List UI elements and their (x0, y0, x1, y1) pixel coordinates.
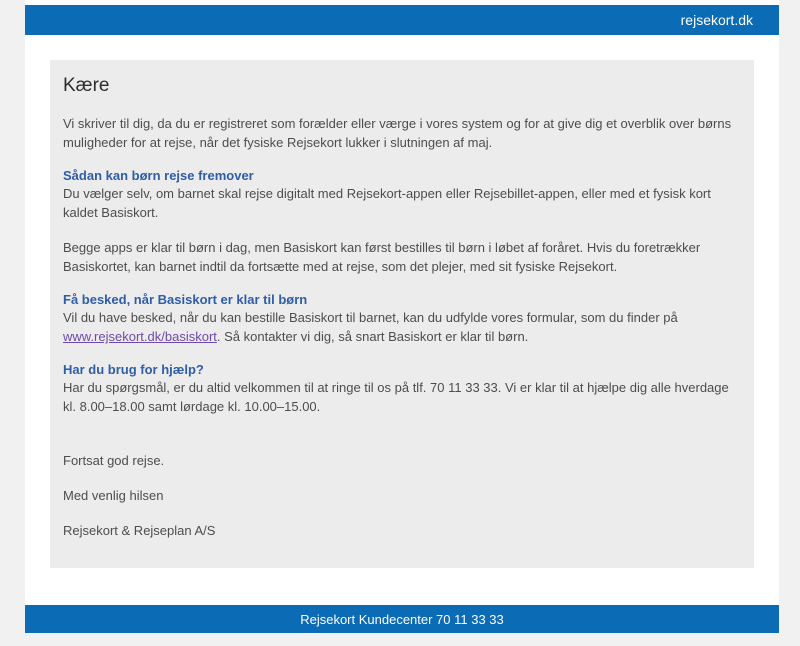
notification-text-before: Vil du have besked, når du kan bestille Basiskort til barnet, kan du udfylde vores formular, som du finder på (63, 310, 678, 325)
notification-text-after: . Så kontakter vi dig, så snart Basiskort er klar til børn. (216, 329, 529, 344)
closing-text: Fortsat god rejse. (63, 453, 165, 468)
greeting: Kære (63, 75, 110, 96)
section-children-travel-body: Du vælger selv, om barnet skal rejse digitalt med Rejsekort-appen eller Rejsebillet-appen, eller med et fysisk kort kaldet Basiskort. (63, 186, 711, 220)
section-children-travel-body-2: Begge apps er klar til børn i dag, men Basiskort kan først bestilles til børn i løbet af foråret. Hvis du foretrækker Basiskortet, kan barnet indtil da fortsætte med at rejse, som det plejer, med sit fysiske Rejsekort. (63, 240, 701, 274)
letter-content (63, 74, 743, 540)
section-notification-body (63, 308, 743, 346)
section-heading-help: Har du brug for hjælp? (63, 362, 204, 377)
letter-card (50, 60, 754, 568)
header-bar (25, 5, 779, 35)
email-page (25, 0, 779, 633)
sender-name: Rejsekort & Rejseplan A/S (63, 523, 216, 538)
signoff-text: Med venlig hilsen (63, 488, 164, 503)
section-help-body: Har du spørgsmål, er du altid velkommen til at ringe til os på tlf. 70 11 33 33. Vi er klar til at hjælpe dig alle hverdage kl. 8.00–18.00 samt lørdage kl. 10.00–15.00. (63, 380, 729, 414)
section-heading-notification: Få besked, når Basiskort er klar til børn (63, 292, 308, 307)
intro-paragraph: Vi skriver til dig, da du er registreret som forælder eller værge i vores system og for at give dig et overblik over børns muligheder for at rejse, når det fysiske Rejsekort lukker i slutningen af maj. (63, 116, 732, 150)
basiskort-link[interactable]: www.rejsekort.dk/basiskort (63, 329, 217, 344)
footer-bar (25, 605, 779, 633)
section-notification (63, 292, 743, 346)
footer-contact-text: Rejsekort Kundecenter 70 11 33 33 (300, 612, 504, 627)
section-children-travel (63, 168, 743, 276)
brand-link[interactable]: rejsekort.dk (680, 12, 753, 28)
section-help (63, 362, 743, 416)
section-heading-children-travel: Sådan kan børn rejse fremover (63, 168, 254, 183)
